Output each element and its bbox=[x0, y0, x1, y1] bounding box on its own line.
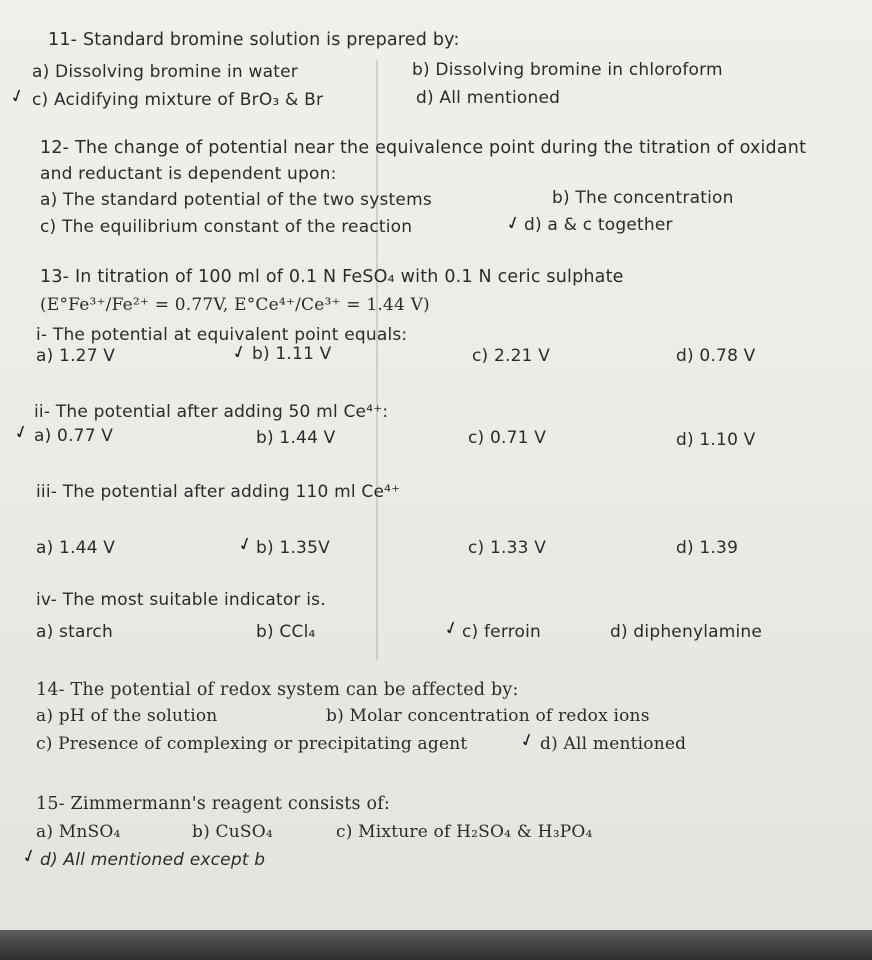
q12-stem-line1: 12- The change of potential near the equivalence point during the titration of oxidant bbox=[40, 138, 807, 158]
q15-option-d: d) All mentioned except b bbox=[40, 850, 266, 870]
q13-iv-option-d: d) diphenylamine bbox=[610, 622, 763, 642]
q13-stem: 13- In titration of 100 ml of 0.1 N FeSO₄ with 0.1 N ceric sulphate bbox=[40, 267, 624, 287]
q12-stem-line2: and reductant is dependent upon: bbox=[40, 164, 337, 184]
q14-stem: 14- The potential of redox system can be affected by: bbox=[36, 680, 519, 700]
q15-option-c: c) Mixture of H₂SO₄ & H₃PO₄ bbox=[336, 822, 593, 842]
q13-ii-option-b: b) 1.44 V bbox=[256, 428, 336, 448]
check-mark-icon: ✓ bbox=[517, 728, 538, 753]
q13-iii-option-d: d) 1.39 bbox=[676, 538, 739, 558]
q14-option-d: d) All mentioned bbox=[540, 734, 687, 754]
q13-ii-stem: ii- The potential after adding 50 ml Ce⁴⁺: bbox=[34, 402, 389, 422]
q11-stem: 11- Standard bromine solution is prepared by: bbox=[48, 30, 460, 50]
q11-option-a: a) Dissolving bromine in water bbox=[32, 62, 298, 82]
q12-option-c: c) The equilibrium constant of the reaction bbox=[40, 217, 413, 237]
q13-standard-potentials: (E°Fe³⁺/Fe²⁺ = 0.77V, E°Ce⁴⁺/Ce³⁺ = 1.44 V) bbox=[40, 295, 430, 315]
q13-ii-option-d: d) 1.10 V bbox=[676, 430, 756, 450]
q13-iii-option-b: b) 1.35V bbox=[256, 538, 330, 558]
q13-i-option-c: c) 2.21 V bbox=[472, 346, 551, 366]
q13-i-option-d: d) 0.78 V bbox=[676, 346, 756, 366]
q13-i-option-a: a) 1.27 V bbox=[36, 346, 116, 366]
q11-option-d: d) All mentioned bbox=[416, 88, 561, 108]
q13-iv-option-b: b) CCl₄ bbox=[256, 622, 316, 642]
q14-option-c: c) Presence of complexing or precipitating agent bbox=[36, 734, 468, 754]
check-mark-icon: ✓ bbox=[229, 340, 250, 365]
check-mark-icon: ✓ bbox=[441, 616, 462, 641]
q13-i-stem: i- The potential at equivalent point equals: bbox=[36, 325, 408, 345]
q13-iii-option-a: a) 1.44 V bbox=[36, 538, 116, 558]
check-mark-icon: ✓ bbox=[503, 211, 524, 236]
check-mark-icon: ✓ bbox=[235, 532, 256, 557]
q13-iv-option-c: c) ferroin bbox=[462, 622, 542, 642]
q12-option-d: d) a & c together bbox=[524, 215, 673, 235]
background-surface bbox=[0, 930, 872, 960]
q13-i-option-b: b) 1.11 V bbox=[252, 344, 332, 364]
q11-option-b: b) Dissolving bromine in chloroform bbox=[412, 60, 723, 80]
check-mark-icon: ✓ bbox=[11, 420, 32, 445]
q13-iv-option-a: a) starch bbox=[36, 622, 113, 642]
check-mark-icon: ✓ bbox=[19, 844, 40, 869]
q13-iv-stem: iv- The most suitable indicator is. bbox=[36, 590, 326, 610]
q11-option-c: c) Acidifying mixture of BrO₃ & Br bbox=[32, 90, 324, 110]
q13-ii-option-c: c) 0.71 V bbox=[468, 428, 547, 448]
q12-option-b: b) The concentration bbox=[552, 188, 734, 208]
q14-option-b: b) Molar concentration of redox ions bbox=[326, 706, 650, 726]
q13-iii-option-c: c) 1.33 V bbox=[468, 538, 547, 558]
q13-ii-option-a: a) 0.77 V bbox=[34, 426, 114, 446]
q14-option-a: a) pH of the solution bbox=[36, 706, 218, 726]
q12-option-a: a) The standard potential of the two systems bbox=[40, 190, 432, 210]
q15-stem: 15- Zimmermann's reagent consists of: bbox=[36, 794, 390, 814]
q13-iii-stem: iii- The potential after adding 110 ml Ce⁴⁺ bbox=[36, 482, 401, 502]
check-mark-icon: ✓ bbox=[7, 84, 28, 109]
q15-option-a: a) MnSO₄ bbox=[36, 822, 121, 842]
q15-option-b: b) CuSO₄ bbox=[192, 822, 273, 842]
